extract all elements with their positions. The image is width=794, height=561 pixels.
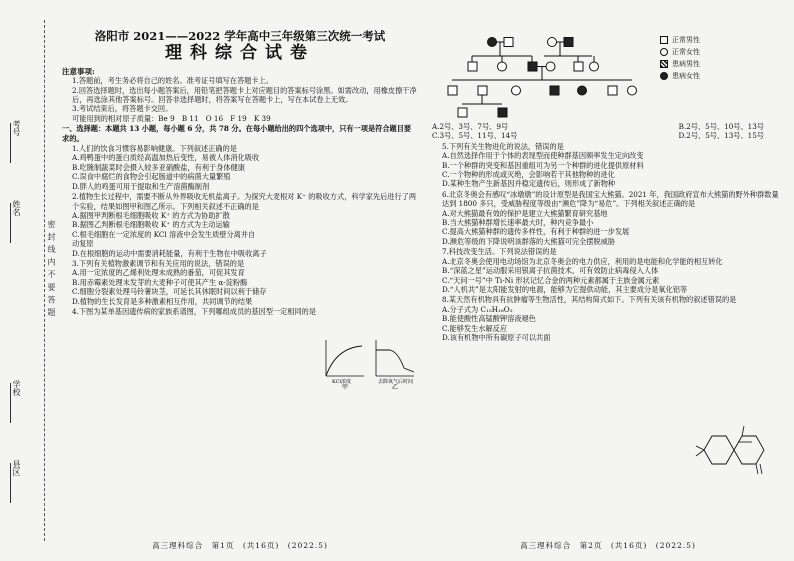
q5-option-a: A.自然选择作用于个体的表现型而使种群基因频率发生定向改变 — [442, 151, 644, 161]
page-1-footer: 高三理科综合 第1页 (共16页) (2022.5) — [152, 540, 328, 550]
question-8: 8.某天然有机物具有抗肿瘤等生物活性，其结构简式如下。下列有关该有机物的叙述错误的是 — [442, 295, 737, 305]
q8-option-c: C.能够发生水解反应 — [442, 323, 508, 333]
notice-item: 3.考试结束后，将答题卡交回。 — [72, 104, 173, 114]
q1-option-b: B.吃腌制蔬菜时会摄入较多亚硝酸盐，有利于身体健康 — [72, 162, 245, 172]
page-2 — [432, 30, 784, 550]
page-2-footer: 高三理科综合 第2页 (共16页) (2022.5) — [520, 540, 696, 550]
q1-option-a: A.鸡鸭蛋中的蛋白质经高温加热后变性，易被人体消化吸收 — [72, 153, 260, 163]
q1-option-d: D.胖人的鸡蛋可用于提取和生产溶菌酶制剂 — [72, 181, 210, 191]
q3-option-b: B.用赤霉素处理未发芽的大麦种子可使其产生 α-淀粉酶 — [72, 277, 248, 287]
q7-option-c: C.“天问一号”中 Ti-Ni 形状记忆合金的两种元素都属于主族金属元素 — [442, 275, 660, 285]
pedigree-diagram — [432, 30, 652, 122]
pedigree-chart — [432, 30, 784, 122]
exam-title: 洛阳市 2021——2022 学年高中三年级第三次统一考试 — [94, 29, 386, 43]
question-6: 6.北京冬奥会有感叹“冰墩墩”的设计原型是我国宝大熊猫。2021 年，我国政府宣布大熊猫的野外种群数量达到 1800 多只，受威胁程度等级由“濒危”降为“易危”。下列相关叙述正确的是 — [442, 189, 779, 209]
q3-option-d: D.植物的生长发育是多种激素相互作用，共同调节的结果 — [72, 296, 253, 306]
legend-normal-male: 正常男性 — [672, 36, 700, 44]
q2-option-c: C.根毛细胞在一定浓度的 KCl 溶液中会发生质壁分离并自动复原 — [72, 229, 256, 249]
graph-a-label: 甲 — [342, 384, 349, 390]
q7-option-b: B.“深蓝之星”运动服采用银离子抗菌技术，可有效防止病毒侵入人体 — [442, 266, 659, 276]
exam-no-field: 考号 — [10, 120, 22, 163]
seal-text: 密 封 线 内 不 要 答 题 — [47, 220, 56, 317]
pedigree-legend — [660, 34, 700, 82]
q3-option-a: A.用一定浓度的乙烯利处理未成熟的番茄，可促其发育 — [72, 268, 245, 278]
q5-option-b: B.一个种群的突变和基因重组可为另一个种群的进化提供原材料 — [442, 160, 644, 170]
exam-subtitle: 理科综合试卷 — [165, 43, 315, 64]
legend-affected-male: 患病男性 — [672, 60, 700, 68]
graph-a-x-label: KCl浓度 — [332, 379, 352, 385]
legend-affected-female: 患病女性 — [672, 72, 700, 80]
q4-option-d: D.2号、5号、13号、15号 — [678, 131, 764, 141]
question-3: 3.下列有关植物激素调节和有关应用的说法，错误的是 — [72, 258, 245, 268]
question-5: 5.下列有关生物进化的说法，错误的是 — [442, 141, 564, 151]
q4-option-c: C.3号、5号、11号、14号 — [432, 131, 518, 141]
q5-option-d: D.某种生物产生新基因并稳定遗传后，则形成了新物种 — [442, 179, 616, 189]
q7-option-a: A.北京冬奥会使用电动场馆为北京冬奥会的电力供应，利用的是电能和化学能的相互转化 — [442, 256, 723, 266]
graph-b-label: 乙 — [392, 384, 399, 390]
question-7: 7.科技改变生活。下列说法错误的是 — [442, 247, 557, 257]
graph-b — [376, 340, 414, 376]
binding-margin — [0, 0, 60, 561]
q4-option-b: B.2号、5号、10号、13号 — [678, 122, 764, 131]
page-1 — [62, 30, 418, 550]
q6-option-d: D.濒危等级的下降说明该群落的大熊猫可完全摆脱威胁 — [442, 236, 616, 246]
legend-normal-female: 正常女性 — [672, 48, 700, 56]
seal-line — [44, 20, 45, 541]
graph-a — [326, 340, 364, 376]
name-field: 姓名 — [10, 200, 22, 243]
question-1: 1.人们的饮食习惯容易影响健康。下列叙述正确的是 — [72, 144, 237, 154]
q6-option-a: A.对大熊猫最有效的保护是建立大熊猫繁育研究基地 — [442, 208, 608, 218]
notice-heading: 注意事项: — [62, 66, 95, 76]
question-4: 4.下图为某单基因遗传病的家族系谱图，下列哪组成员的基因型一定相同的是 — [72, 306, 317, 316]
molecule-structure — [694, 420, 774, 480]
question-2: 2.植物生长过程中，需要不断从外界吸收无机盐离子。为探究大麦根对 K⁺ 的吸收方式，科学家先后进行了两个实验，结果如图甲和图乙所示。下列相关叙述不正确的是 — [72, 192, 417, 211]
affected-female-symbol — [660, 72, 668, 80]
q6-option-b: B.当大熊猫种群增长速率最大时，种内竞争最小 — [442, 218, 594, 228]
atomic-masses: 可能用到的相对原子质量：Be 9 B 11 O 16 F 19 K 39 — [72, 113, 271, 123]
q1-option-c: C.误食中腐烂的食物会引起肠道中的病菌大量繁殖 — [72, 172, 231, 182]
q2-option-d: D.在根细胞的运动中需要消耗能量，有利于生物在中吸收离子 — [72, 248, 267, 258]
q8-option-a: A.分子式为 C₁₅H₁₈O₃ — [442, 304, 513, 314]
normal-male-symbol — [660, 36, 668, 44]
normal-female-symbol — [660, 48, 668, 56]
q2-option-a: A.据图甲判断根毛细胞吸收 K⁺ 的方式为协助扩散 — [72, 210, 230, 220]
q6-option-c: C.提高大熊猫种群的遗传多样性，有利于种群的进一步发展 — [442, 227, 630, 237]
q4-options-row-1 — [432, 122, 784, 131]
q2-option-b: B.据图乙判断根毛细胞吸收 K⁺ 的方式为主动运输 — [72, 220, 230, 230]
notice-item: 2.回答选择题时，选出每小题答案后，用铅笔把答题卡上对应题目的答案标号涂黑。如需改动，用橡皮擦干净后，再选涂其他答案标号。回答非选择题时，将答案写在答题卡上，写在本试卷上无效。 — [72, 85, 417, 105]
q4-option-a: A.2号、3号、7号、9号 — [432, 122, 509, 131]
q8-option-d: D.该有机物中所有碳原子可以共面 — [442, 332, 551, 342]
section-one-heading: 一、选择题：本题共 13 小题，每小题 6 分，共 78 分。在每小题给出的四个选项中，只有一项是符合题目要求的。 — [62, 124, 412, 143]
notice-item: 1.答题前，考生务必将自己的姓名、准考证号填写在答题卡上。 — [72, 76, 273, 86]
affected-male-symbol — [660, 60, 668, 68]
school-field: 学校 — [10, 380, 22, 423]
q2-graphs — [320, 336, 418, 390]
q5-option-c: C.一个物种的形成或灭绝，会影响若干其他物种的进化 — [442, 170, 615, 180]
q3-option-c: C.细胞分裂素处理马铃薯块茎，可延长其休眠时间以利于储存 — [72, 287, 267, 297]
q8-option-b: B.能使酸性高锰酸钾溶液褪色 — [442, 314, 536, 324]
county-field: 县区 — [10, 460, 22, 503]
q4-options-row-2 — [432, 131, 784, 140]
q7-option-d: D.“人机共”是太阳能发射的电源，能够为它提供动能，其主要成分是氧化铝等 — [442, 284, 688, 294]
graph-b-x-label: 去除氧气后时间 — [378, 379, 414, 385]
